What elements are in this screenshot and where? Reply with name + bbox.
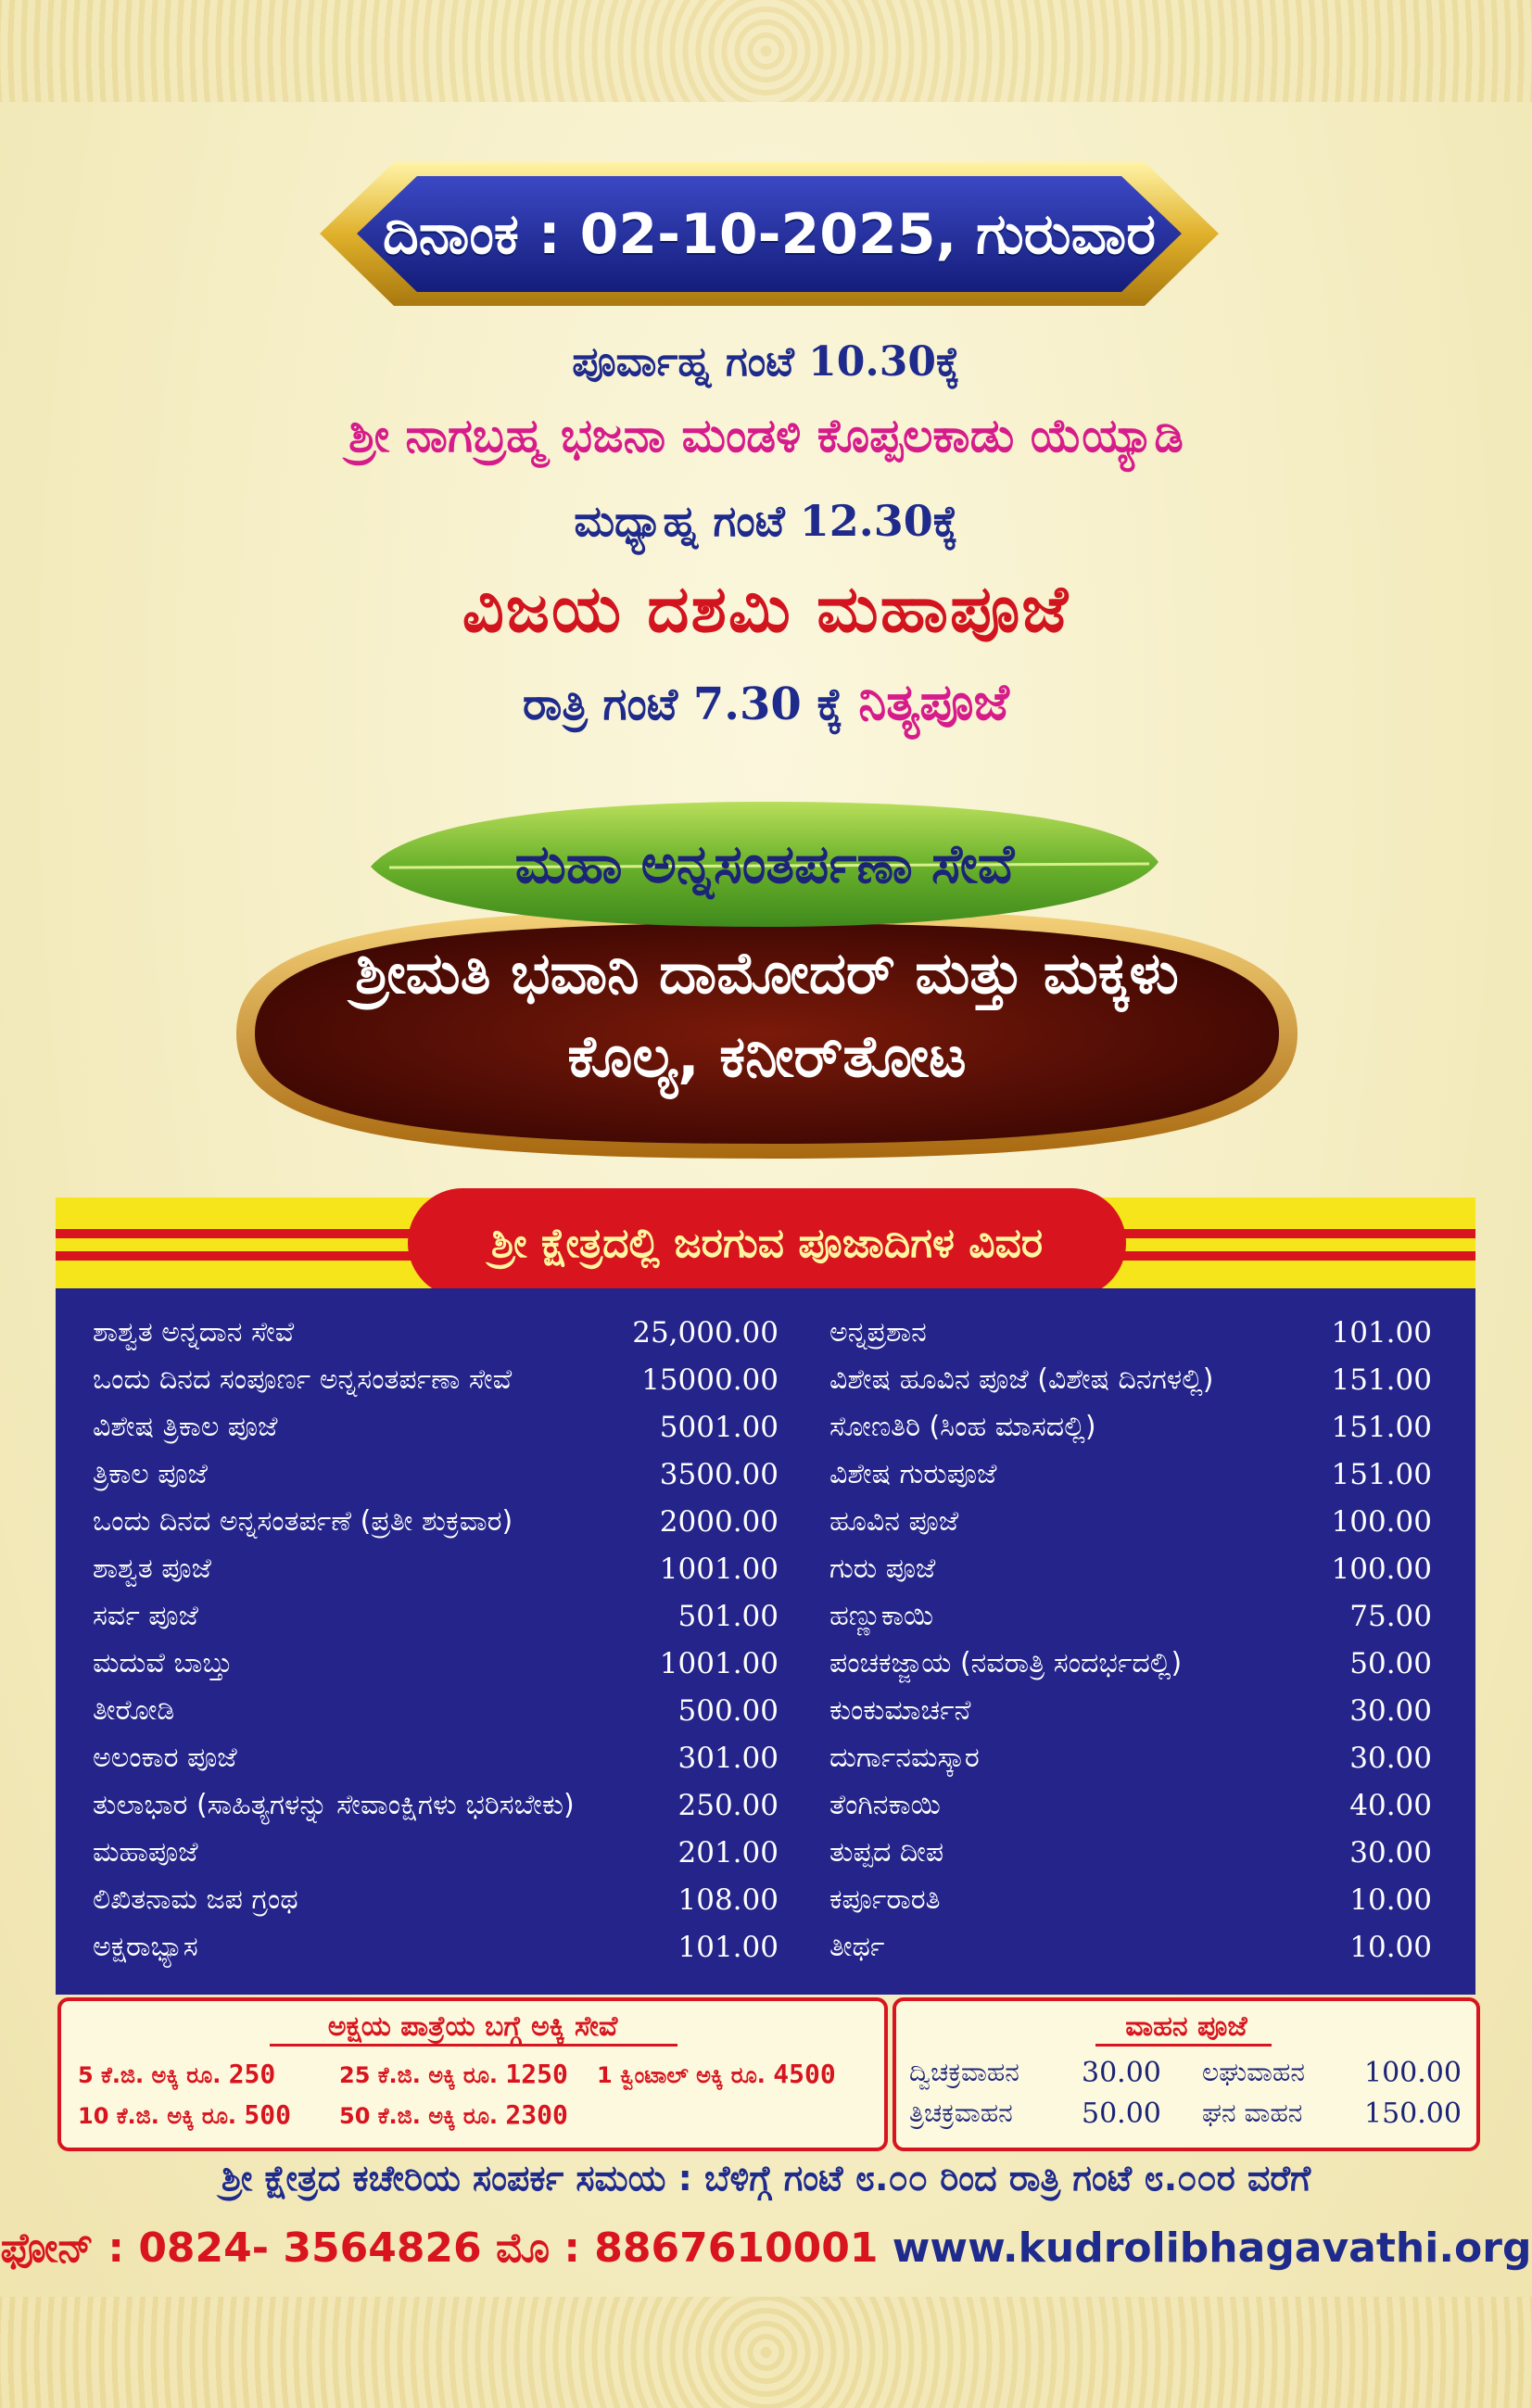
price-row <box>93 1592 779 1640</box>
night-pooje-line <box>0 672 1532 732</box>
price-row <box>93 1545 779 1592</box>
seva-amount: 75.00 <box>1349 1599 1432 1633</box>
vehicle-item-name: ದ್ವಿಚಕ್ರವಾಹನ <box>909 2057 1019 2087</box>
sponsor-name: ಶ್ರೀಮತಿ ಭವಾನಿ ದಾಮೋದರ್ ಮತ್ತು ಮಕ್ಕಳು <box>355 939 1179 1007</box>
seva-amount: 151.00 <box>1331 1457 1432 1491</box>
vehicle-item-name: ಲಘುವಾಹನ <box>1202 2057 1305 2087</box>
rice-item-price: 500 <box>244 2099 291 2130</box>
price-row <box>93 1829 779 1876</box>
seva-name: ಒಂದು ದಿನದ ಸಂಪೂರ್ಣ ಅನ್ನಸಂತರ್ಪಣಾ ಸೇವೆ <box>93 1363 513 1396</box>
vehicle-pooje-title: ವಾಹನ ಪೂಜೆ <box>1125 2010 1247 2043</box>
price-row <box>829 1592 1432 1640</box>
seva-name: ತೀರ್ಥ <box>829 1931 885 1963</box>
seva-amount: 101.00 <box>1331 1315 1432 1350</box>
seva-name: ಶಾಶ್ವತ ಅನ್ನದಾನ ಸೇವೆ <box>93 1316 295 1349</box>
rice-item <box>339 2099 568 2130</box>
vehicle-item-amount: 50.00 <box>1082 2097 1161 2130</box>
vehicle-item-amount-wrap <box>1082 2057 1161 2089</box>
seva-amount: 10.00 <box>1349 1930 1432 1964</box>
seva-name: ಹೂವಿನ ಪೂಜೆ <box>829 1505 959 1538</box>
seva-amount: 201.00 <box>677 1835 779 1869</box>
price-row <box>93 1923 779 1971</box>
vehicle-item-name: ತ್ರಿಚಕ್ರವಾಹನ <box>909 2097 1013 2128</box>
seva-amount: 500.00 <box>677 1693 779 1728</box>
vehicle-item <box>1202 2057 1305 2088</box>
vehicle-item-amount-wrap <box>1364 2057 1462 2089</box>
price-row <box>829 1734 1432 1781</box>
vehicle-pooje-box <box>893 1997 1480 2151</box>
price-row <box>829 1876 1432 1923</box>
seva-amount: 50.00 <box>1349 1646 1432 1680</box>
contact-line <box>0 2224 1532 2272</box>
sponsor-place: ಕೊಲ್ಯ, ಕನೀರ್‌ತೋಟ <box>567 1022 967 1090</box>
rice-item <box>78 2099 291 2130</box>
price-row <box>829 1356 1432 1403</box>
seva-name: ಮದುವೆ ಬಾಬ್ತು <box>93 1647 233 1679</box>
seva-amount: 25,000.00 <box>632 1315 779 1350</box>
seva-name: ತೀರೋಡಿ <box>93 1694 175 1727</box>
seva-amount: 1001.00 <box>659 1552 779 1586</box>
rice-seva-title: ಅಕ್ಷಯ ಪಾತ್ರೆಯ ಬಗ್ಗೆ ಅಕ್ಕಿ ಸೇವೆ <box>327 2010 618 2043</box>
office-hours: ಶ್ರೀ ಕ್ಷೇತ್ರದ ಕಚೇರಿಯ ಸಂಪರ್ಕ ಸಮಯ : ಬೆಳಿಗ್ಗೆ ಗಂಟೆ ೮.೦೦ ರಿಂದ ರಾತ್ರಿ ಗಂಟೆ ೮.೦೦ರ ವರೆಗೆ <box>221 2158 1311 2199</box>
seva-name: ಅಲಂಕಾರ ಪೂಜೆ <box>93 1742 237 1774</box>
vehicle-item <box>909 2097 1013 2129</box>
seva-name: ಸರ್ವ ಪೂಜೆ <box>93 1600 198 1632</box>
price-row <box>93 1781 779 1829</box>
vehicle-item-amount: 150.00 <box>1364 2097 1462 2130</box>
rice-item <box>597 2059 836 2089</box>
top-ornament-border <box>0 0 1532 102</box>
vehicle-item <box>909 2057 1019 2088</box>
seva-amount: 100.00 <box>1331 1552 1432 1586</box>
seva-name: ದುರ್ಗಾನಮಸ್ಕಾರ <box>829 1742 980 1774</box>
seva-name: ತೆಂಗಿನಕಾಯಿ <box>829 1789 941 1821</box>
noon-time: ಮಧ್ಯಾಹ್ನ ಗಂಟೆ 12.30ಕ್ಕೆ <box>574 496 958 546</box>
vehicle-item-amount: 30.00 <box>1082 2057 1161 2089</box>
price-row <box>829 1829 1432 1876</box>
seva-amount: 3500.00 <box>659 1457 779 1491</box>
seva-amount: 30.00 <box>1349 1835 1432 1869</box>
seva-name: ಗುರು ಪೂಜೆ <box>829 1553 936 1585</box>
nityapooje-label: ನಿತ್ಯಪೂಜೆ <box>858 672 1009 731</box>
bhajana-mandali: ಶ್ರೀ ನಾಗಬ್ರಹ್ಮ ಭಜನಾ ಮಂಡಳಿ ಕೊಪ್ಪಲಕಾಡು ಯೆಯ್ಯಾಡಿ <box>348 408 1184 463</box>
price-row <box>93 1356 779 1403</box>
seva-name: ಒಂದು ದಿನದ ಅನ್ನಸಂತರ್ಪಣೆ (ಪ್ರತೀ ಶುಕ್ರವಾರ) <box>93 1505 513 1538</box>
vehicle-item-name: ಘನ ವಾಹನ <box>1202 2097 1303 2128</box>
phone-numbers: ಫೋನ್ : 0824- 3564826 ಮೊ : 8867610001 <box>0 2224 879 2272</box>
price-row <box>93 1734 779 1781</box>
seva-amount: 30.00 <box>1349 1693 1432 1728</box>
date-banner <box>320 153 1219 315</box>
seva-name: ಪಂಚಕಜ್ಜಾಯ (ನವರಾತ್ರಿ ಸಂದರ್ಭದಲ್ಲಿ) <box>829 1647 1183 1679</box>
seva-name: ಕುಂಕುಮಾರ್ಚನೆ <box>829 1694 971 1727</box>
seva-amount: 101.00 <box>677 1930 779 1964</box>
price-row <box>829 1640 1432 1687</box>
rice-item-price: 2300 <box>505 2099 568 2130</box>
seva-name: ವಿಶೇಷ ಗುರುಪೂಜೆ <box>829 1458 997 1490</box>
seva-amount: 5001.00 <box>659 1410 779 1444</box>
rice-item-price: 1250 <box>505 2059 568 2089</box>
rice-item-price: 250 <box>228 2059 276 2089</box>
vehicle-item-amount: 100.00 <box>1364 2057 1462 2089</box>
price-row <box>829 1403 1432 1451</box>
seva-amount: 30.00 <box>1349 1741 1432 1775</box>
seva-amount: 15000.00 <box>641 1362 779 1397</box>
price-row <box>829 1309 1432 1356</box>
website-link[interactable]: www.kudrolibhagavathi.org <box>892 2224 1532 2272</box>
price-row <box>829 1451 1432 1498</box>
seva-name: ತುಲಾಭಾರ (ಸಾಹಿತ್ಯಗಳನ್ನು ಸೇವಾಂಕ್ಷಿಗಳು ಭರಿಸಬೇಕು) <box>93 1789 575 1821</box>
annasantarpane-title: ಮಹಾ ಅನ್ನಸಂತರ್ಪಣಾ ಸೇವೆ <box>514 832 1015 895</box>
seva-amount: 151.00 <box>1331 1410 1432 1444</box>
price-row <box>829 1923 1432 1971</box>
seva-amount: 501.00 <box>677 1599 779 1633</box>
seva-amount: 1001.00 <box>659 1646 779 1680</box>
date-text: ದಿನಾಂಕ : 02-10-2025, ಗುರುವಾರ <box>383 201 1156 267</box>
seva-name: ತ್ರಿಕಾಲ ಪೂಜೆ <box>93 1458 208 1490</box>
rice-item <box>78 2059 275 2089</box>
seva-amount: 301.00 <box>677 1741 779 1775</box>
price-row <box>93 1309 779 1356</box>
price-list-title: ಶ್ರೀ ಕ್ಷೇತ್ರದಲ್ಲಿ ಜರಗುವ ಪೂಜಾದಿಗಳ ವಿವರ <box>408 1188 1126 1298</box>
seva-amount: 10.00 <box>1349 1882 1432 1917</box>
rice-item-label: 10 ಕೆ.ಜಿ. ಅಕ್ಕಿ ರೂ. <box>78 2103 237 2129</box>
seva-amount: 100.00 <box>1331 1504 1432 1539</box>
price-row <box>93 1687 779 1734</box>
rice-item-label: 5 ಕೆ.ಜಿ. ಅಕ್ಕಿ ರೂ. <box>78 2062 222 2088</box>
seva-amount: 151.00 <box>1331 1362 1432 1397</box>
rice-seva-box <box>57 1997 888 2151</box>
rice-item-label: 50 ಕೆ.ಜಿ. ಅಕ್ಕಿ ರೂ. <box>339 2103 499 2129</box>
seva-amount: 108.00 <box>677 1882 779 1917</box>
night-time: ರಾತ್ರಿ ಗಂಟೆ 7.30 ಕ್ಕೆ <box>523 678 843 730</box>
price-row <box>93 1451 779 1498</box>
price-list-left-column <box>93 1309 779 1971</box>
price-row <box>829 1781 1432 1829</box>
rice-item-price: 4500 <box>773 2059 836 2089</box>
seva-name: ಮಹಾಪೂಜೆ <box>93 1836 198 1869</box>
seva-amount: 250.00 <box>677 1788 779 1822</box>
seva-name: ಅಕ್ಷರಾಭ್ಯಾಸ <box>93 1931 198 1963</box>
seva-amount: 2000.00 <box>659 1504 779 1539</box>
rice-item <box>339 2059 568 2089</box>
price-row <box>829 1545 1432 1592</box>
seva-name: ಹಣ್ಣುಕಾಯಿ <box>829 1600 934 1632</box>
price-row <box>93 1403 779 1451</box>
morning-time: ಪೂರ್ವಾಹ್ನ ಗಂಟೆ 10.30ಕ್ಕೆ <box>572 338 960 386</box>
bottom-ornament-border <box>0 2297 1532 2408</box>
seva-name: ಅನ್ನಪ್ರಶಾನ <box>829 1316 927 1349</box>
price-row <box>93 1640 779 1687</box>
vehicle-item-amount-wrap <box>1082 2097 1161 2130</box>
vehicle-item <box>1202 2097 1302 2129</box>
seva-name: ಲಿಖಿತನಾಮ ಜಪ ಗ್ರಂಥ <box>93 1883 298 1916</box>
rice-seva-underline <box>270 2044 677 2047</box>
seva-name: ವಿಶೇಷ ತ್ರಿಕಾಲ ಪೂಜೆ <box>93 1411 278 1443</box>
seva-name: ತುಪ್ಪದ ದೀಪ <box>829 1836 944 1869</box>
seva-amount: 40.00 <box>1349 1788 1432 1822</box>
mahapooje-title: ವಿಜಯ ದಶಮಿ ಮಹಾಪೂಜೆ <box>462 570 1070 647</box>
rice-item-label: 1 ಕ್ವಿಂಟಾಲ್ ಅಕ್ಕಿ ರೂ. <box>597 2062 766 2088</box>
price-row <box>93 1498 779 1545</box>
price-row <box>93 1876 779 1923</box>
price-row <box>829 1687 1432 1734</box>
price-row <box>829 1498 1432 1545</box>
seva-name: ಕರ್ಪೂರಾರತಿ <box>829 1883 941 1916</box>
price-list-right-column <box>829 1309 1432 1971</box>
seva-name: ಶಾಶ್ವತ ಪೂಜೆ <box>93 1553 211 1585</box>
seva-name: ಸೋಣತಿರಿ (ಸಿಂಹ ಮಾಸದಲ್ಲಿ) <box>829 1411 1096 1443</box>
seva-name: ವಿಶೇಷ ಹೂವಿನ ಪೂಜೆ (ವಿಶೇಷ ದಿನಗಳಲ್ಲಿ) <box>829 1363 1214 1396</box>
sponsor-text <box>181 932 1353 1098</box>
vehicle-pooje-underline <box>1095 2044 1272 2047</box>
vehicle-item-amount-wrap <box>1364 2097 1462 2130</box>
rice-item-label: 25 ಕೆ.ಜಿ. ಅಕ್ಕಿ ರೂ. <box>339 2062 499 2088</box>
